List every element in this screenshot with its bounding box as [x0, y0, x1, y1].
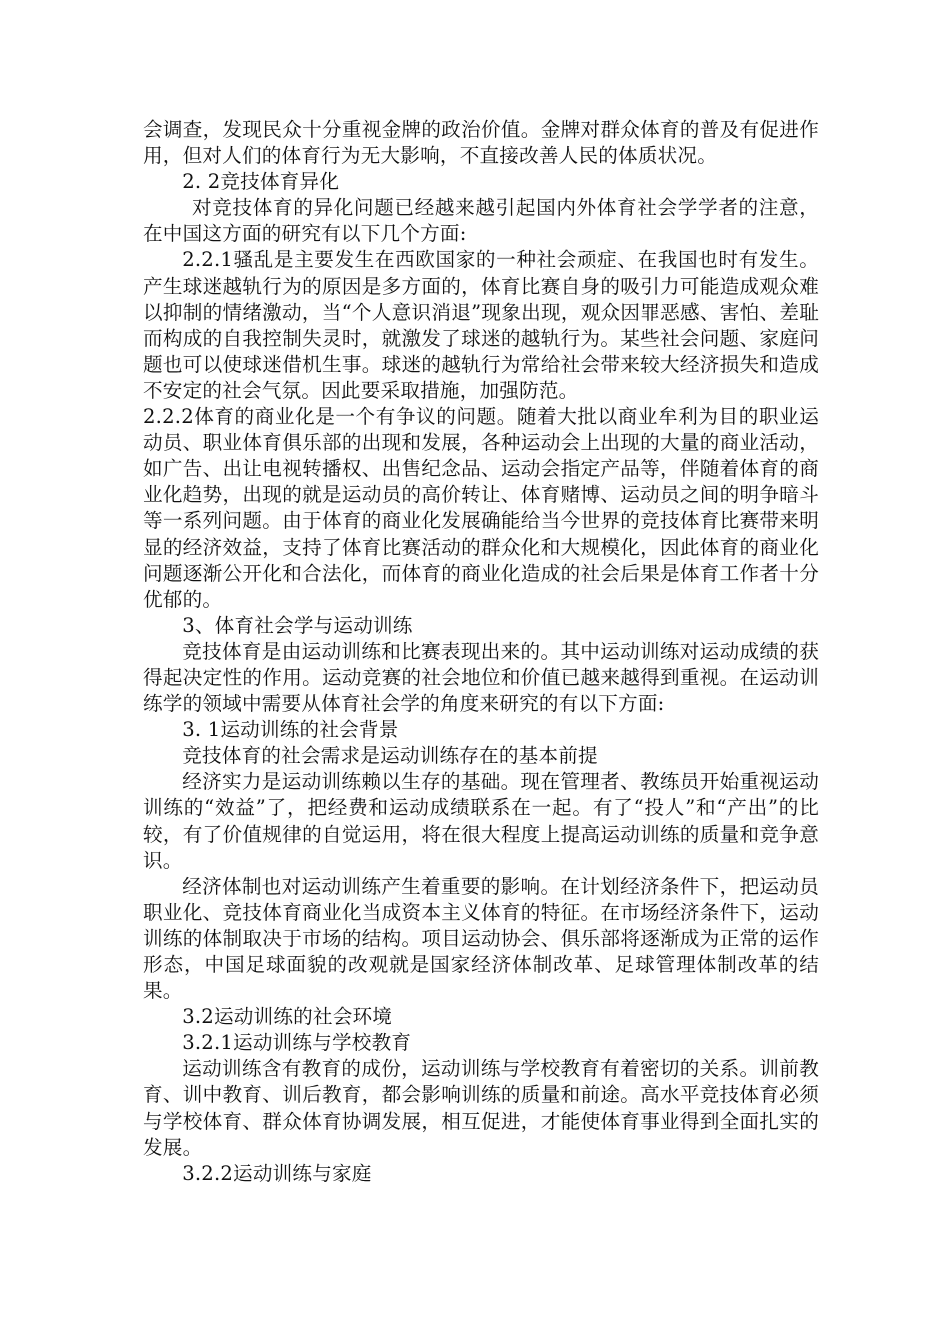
document-page: [143, 117, 819, 1187]
paragraph-sports-training-intro: 竞技体育是由运动训练和比赛表现出来的。其中运动训练对运动成绩的获得起决定性的作用。运动竞赛的社会地位和价值已越来越得到重视。在运动训练学的领域中需要从体育社会学的角度来研究的有以下方面:: [143, 639, 819, 716]
paragraph-2-2-2-commercialization: 2.2.2体育的商业化是一个有争议的问题。随着大批以商业牟利为目的职业运动员、职业体育俱乐部的出现和发展，各种运动会上出现的大量的商业活动，如广告、出让电视转播权、出售纪念品、运动会指定产品等，伴随着体育的商业化趋势，出现的就是运动员的高价转让、体育赌博、运动员之间的明争暗斗等一系列问题。由于体育的商业化发展确能给当今世界的竞技体育比赛带来明显的经济效益，支持了体育比赛活动的群众化和大规模化，因此体育的商业化问题逐渐公开化和合法化，而体育的商业化造成的社会后果是体育工作者十分优郁的。: [143, 405, 819, 611]
paragraph-continuation: 会调查，发现民众十分重视金牌的政治价值。金牌对群众体育的普及有促进作用，但对人们的体育行为无大影响，不直接改善人民的体质状况。: [143, 118, 819, 168]
paragraph-2-2-1-riot: 2.2.1骚乱是主要发生在西欧国家的一种社会顽症、在我国也时有发生。产生球迷越轨行为的原因是多方面的，体育比赛自身的吸引力可能造成观众难以抑制的情绪激动，当“个人意识消退”现象出现，观众因罪恶感、害怕、差耻而构成的自我控制失灵时，就激发了球迷的越轨行为。某些社会问题、家庭问题也可以使球迷借机生事。球迷的越轨行为常给社会带来较大经济损失和造成不安定的社会气氛。因此要采取措施，加强防范。: [143, 248, 819, 402]
paragraph-social-demand: 竞技体育的社会需求是运动训练存在的基本前提: [182, 744, 598, 768]
paragraph-school-education: 运动训练含有教育的成份，运动训练与学校教育有着密切的关系。训前教育、训中教育、训后教育，都会影响训练的质量和前途。高水平竞技体育必须与学校体育、群众体育协调发展，相互促进，才能使体育事业得到全面扎实的发展。: [143, 1057, 819, 1159]
section-heading-3-1: 3. 1运动训练的社会背景: [182, 718, 399, 742]
section-heading-3-2-1: 3.2.1运动训练与学校教育: [182, 1031, 412, 1055]
section-heading-3: 3、体育社会学与运动训练: [182, 613, 413, 637]
section-heading-2-2: 2. 2竞技体育异化: [182, 170, 340, 194]
section-heading-3-2: 3.2运动训练的社会环境: [182, 1005, 393, 1029]
paragraph-economic-system: 经济体制也对运动训练产生着重要的影响。在计划经济条件下，把运动员职业化、竞技体育商业化当成资本主义体育的特征。在市场经济条件下，运动训练的体制取决于市场的结构。项目运动协会、俱乐部将逐渐成为正常的运作形态，中国足球面貌的改观就是国家经济体制改革、足球管理体制改革的结果。: [143, 874, 819, 1003]
paragraph-alienation-intro: 对竞技体育的异化问题已经越来越引起国内外体育社会学学者的注意，在中国这方面的研究有以下几个方面:: [143, 196, 819, 246]
paragraph-economic-strength: 经济实力是运动训练赖以生存的基础。现在管理者、教练员开始重视运动训练的“效益”了，把经费和运动成绩联系在一起。有了“投人”和“产出”的比较，有了价值规律的自觉运用，将在很大程度上提高运动训练的质量和竞争意识。: [143, 770, 819, 872]
section-heading-3-2-2: 3.2.2运动训练与家庭: [182, 1161, 372, 1185]
